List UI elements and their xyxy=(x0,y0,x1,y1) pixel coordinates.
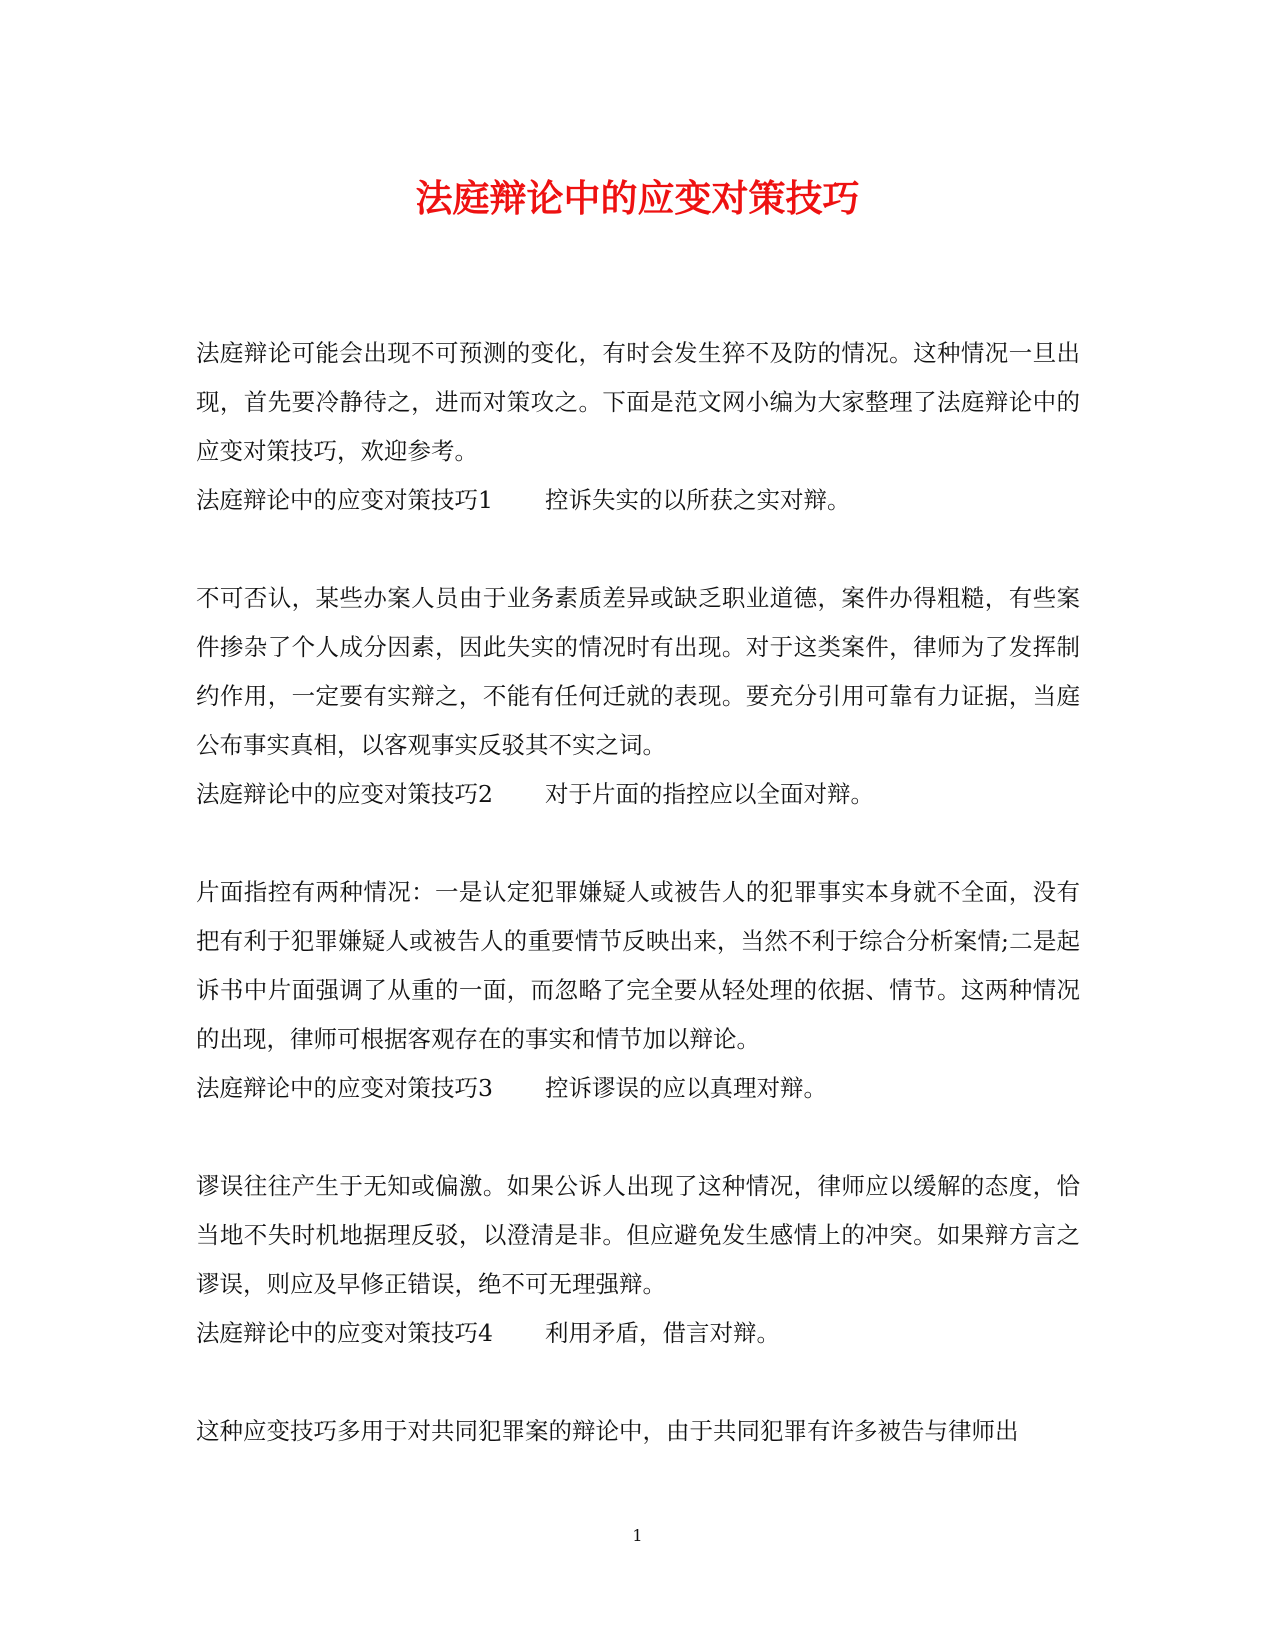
section-heading-label: 法庭辩论中的应变对策技巧4 xyxy=(196,1319,493,1347)
paragraph-intro: 法庭辩论可能会出现不可预测的变化，有时会发生猝不及防的情况。这种情况一旦出现，首先要冷静待之，进而对策攻之。下面是范文网小编为大家整理了法庭辩论中的应变对策技巧，欢迎参考。 xyxy=(196,339,1080,465)
section-heading-2 xyxy=(196,770,1080,819)
section-heading-text: 控诉谬误的应以真理对辩。 xyxy=(544,1074,827,1102)
paragraph-section-4: 这种应变技巧多用于对共同犯罪案的辩论中，由于共同犯罪有许多被告与律师出 xyxy=(196,1417,1019,1445)
section-heading-label: 法庭辩论中的应变对策技巧2 xyxy=(196,780,493,808)
section-heading-text: 利用矛盾，借言对辩。 xyxy=(544,1319,780,1347)
paragraph-section-3: 谬误往往产生于无知或偏激。如果公诉人出现了这种情况，律师应以缓解的态度，恰当地不失时机地据理反驳，以澄清是非。但应避免发生感情上的冲突。如果辩方言之谬误，则应及早修正错误，绝不可无理强辩。 xyxy=(196,1172,1080,1298)
section-heading-3 xyxy=(196,1064,1080,1113)
paragraph-section-1: 不可否认，某些办案人员由于业务素质差异或缺乏职业道德，案件办得粗糙，有些案件掺杂了个人成分因素，因此失实的情况时有出现。对于这类案件，律师为了发挥制约作用，一定要有实辩之，不能有任何迁就的表现。要充分引用可靠有力证据，当庭公布事实真相，以客观事实反驳其不实之词。 xyxy=(196,584,1080,759)
section-heading-label: 法庭辩论中的应变对策技巧1 xyxy=(196,486,493,514)
section-heading-text: 控诉失实的以所获之实对辩。 xyxy=(544,486,851,514)
section-heading-label: 法庭辩论中的应变对策技巧3 xyxy=(196,1074,493,1102)
paragraph-section-2: 片面指控有两种情况：一是认定犯罪嫌疑人或被告人的犯罪事实本身就不全面，没有把有利于犯罪嫌疑人或被告人的重要情节反映出来，当然不利于综合分析案情;二是起诉书中片面强调了从重的一面，而忽略了完全要从轻处理的依据、情节。这两种情况的出现，律师可根据客观存在的事实和情节加以辩论。 xyxy=(196,878,1080,1053)
section-heading-text: 对于片面的指控应以全面对辩。 xyxy=(544,780,874,808)
page-number: 1 xyxy=(632,1526,643,1545)
section-heading-1 xyxy=(196,476,1080,525)
document-body xyxy=(196,329,1080,1456)
document-title: 法庭辩论中的应变对策技巧 xyxy=(415,176,860,220)
section-heading-4 xyxy=(196,1309,1080,1358)
